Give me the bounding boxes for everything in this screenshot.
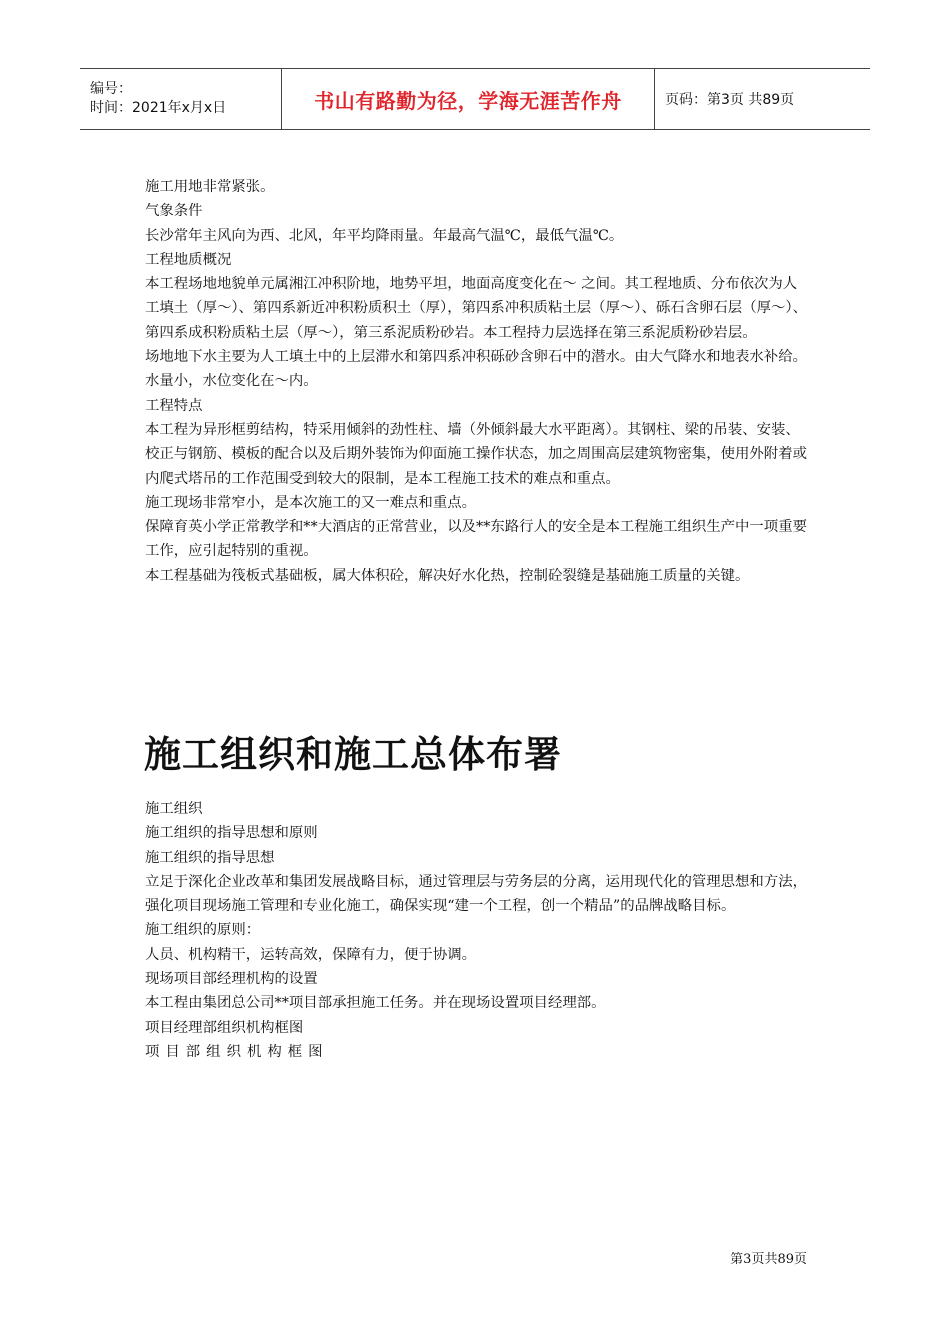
paragraph: 保障育英小学正常教学和**大酒店的正常营业，以及**东路行人的安全是本工程施工组织生产中一项重要工作，应引起特别的重视。	[145, 519, 807, 560]
subheading: 施工组织的指导思想	[145, 849, 275, 866]
main-heading: 施工组织和施工总体布署	[144, 732, 562, 776]
page-info-text: 页码：第3页 共89页	[665, 92, 795, 108]
subheading: 施工组织的原则：	[145, 922, 261, 939]
subheading: 施工组织	[145, 801, 203, 817]
document-number-label: 编号：	[90, 81, 132, 97]
subheading-features: 工程特点	[145, 397, 203, 414]
page-header	[80, 68, 870, 130]
paragraph: 施工现场非常窄小，是本次施工的又一难点和重点。	[145, 494, 476, 511]
paragraph: 施工用地非常紧张。	[145, 179, 275, 195]
header-motto	[282, 69, 655, 129]
footer-page-number: 第3页共89页	[730, 1252, 807, 1267]
paragraph: 长沙常年主风向为西、北风，年平均降雨量。年最高气温℃，最低气温℃。	[145, 227, 624, 244]
paragraph: 人员、机构精干，运转高效，保障有力，便于协调。	[145, 946, 476, 963]
paragraph: 本工程场地地貌单元属湘江冲积阶地，地势平坦，地面高度变化在～ 之间。其工程地质、分布依次为人工填土（厚～）、第四系新近冲积粉质积土（厚），第四系冲积质粘土层（厚～）、砾石含卵石层（厚～）、第四系成积粉质粘土层（厚～），第三系泥质粉砂岩。本工程持力层选择在第三系泥质粉砂岩层。	[145, 276, 807, 341]
subheading-geology: 工程地质概况	[145, 251, 232, 268]
document-time: 时间：2021年x月x日	[90, 100, 227, 116]
header-page-info	[655, 69, 870, 129]
subheading: 项目经理部组织机构框图	[145, 1019, 304, 1036]
motto-text: 书山有路勤为径，学海无涯苦作舟	[314, 88, 622, 113]
header-meta	[80, 69, 282, 129]
paragraph: 本工程基础为筏板式基础板，属大体积砼，解决好水化热，控制砼裂缝是基础施工质量的关键。	[145, 567, 750, 584]
section-organization	[145, 797, 810, 1064]
subheading-weather: 气象条件	[145, 203, 203, 220]
subheading: 现场项目部经理机构的设置	[145, 971, 318, 988]
org-chart-caption: 项目部组织机构框图	[145, 1043, 329, 1060]
paragraph: 场地地下水主要为人工填土中的上层滞水和第四系冲积砾砂含卵石中的潜水。由大气降水和地表水补给。水量小，水位变化在～内。	[145, 349, 807, 390]
paragraph: 本工程为异形框剪结构，特采用倾斜的劲性柱、墙（外倾斜最大水平距离）。其钢柱、梁的吊装、安装、校正与钢筋、模板的配合以及后期外装饰为仰面施工操作状态，加之周围高层建筑物密集，使用外附着或内爬式塔吊的工作范围受到较大的限制，是本工程施工技术的难点和重点。	[145, 421, 807, 487]
paragraph: 立足于深化企业改革和集团发展战略目标，通过管理层与劳务层的分离，运用现代化的管理思想和方法，强化项目现场施工管理和专业化施工，确保实现“建一个工程，创一个精品”的品牌战略目标。	[145, 873, 807, 915]
subheading: 施工组织的指导思想和原则	[145, 825, 318, 842]
page-footer	[730, 1248, 807, 1267]
paragraph: 本工程由集团总公司**项目部承担施工任务。并在现场设置项目经理部。	[145, 995, 606, 1012]
section-site-conditions	[145, 175, 810, 588]
